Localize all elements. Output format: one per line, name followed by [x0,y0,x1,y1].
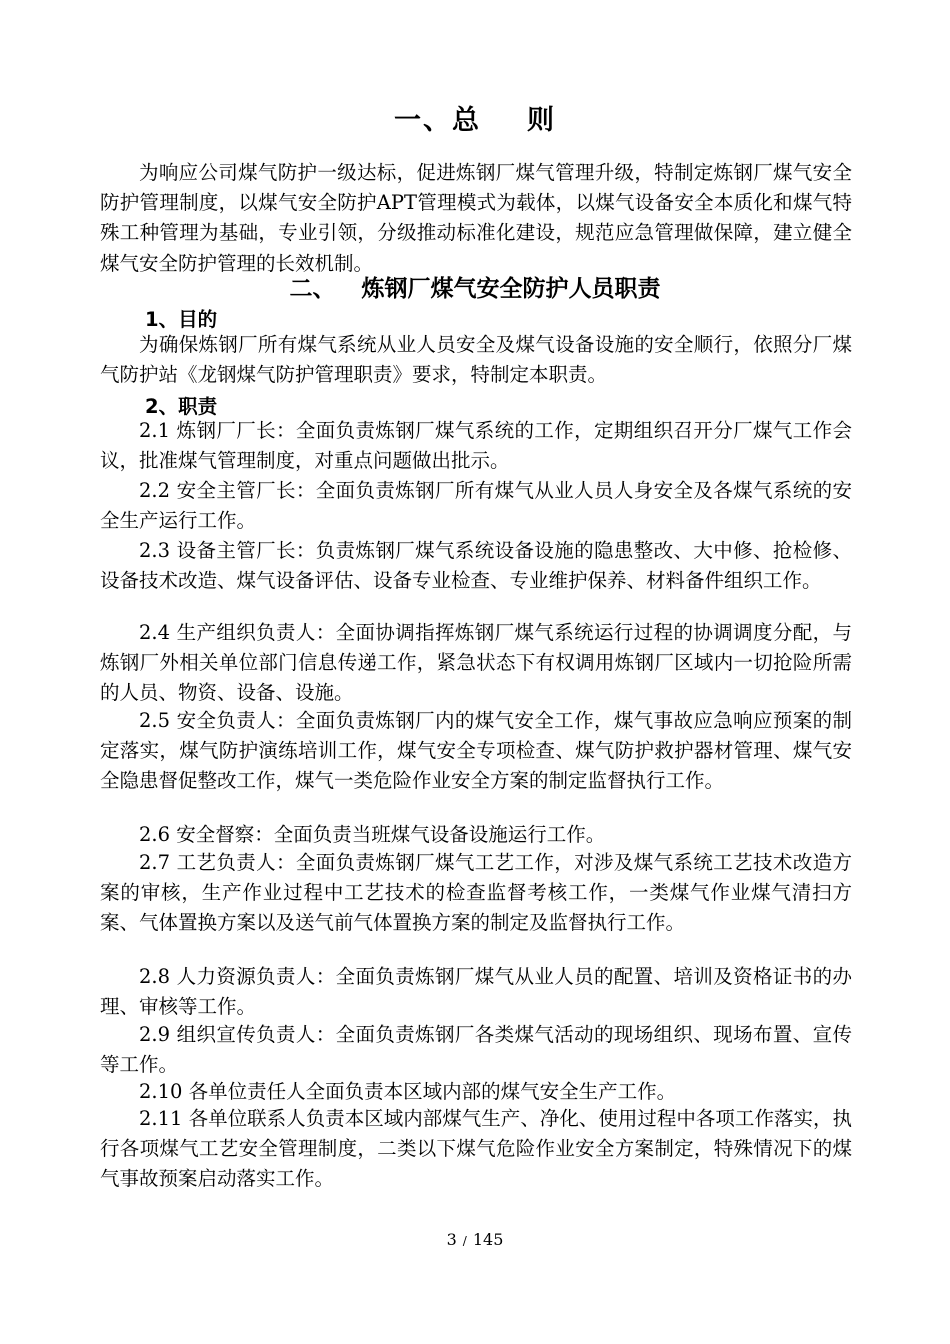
duty-item-2-7: 2.7 工艺负责人：全面负责炼钢厂煤气工艺工作，对涉及煤气系统工艺技术改造方案的审核，生产作业过程中工艺技术的检查监督考核工作，一类煤气作业煤气清扫方案、气体置换方案以及送气前气体置换方案的制定及监督执行工作。 [100,851,852,935]
section-2-title: 炼钢厂煤气安全防护人员职责 [361,276,661,302]
section-2-heading [0,270,950,303]
duty-item-2-1: 2.1 炼钢厂厂长：全面负责炼钢厂煤气系统的工作，定期组织召开分厂煤气工作会议，批准煤气管理制度，对重点问题做出批示。 [100,419,852,473]
current-page: 3 [446,1230,457,1249]
page-number [0,1230,950,1249]
total-pages: 145 [472,1230,504,1249]
purpose-paragraph: 为确保炼钢厂所有煤气系统从业人员安全及煤气设备设施的安全顺行，依照分厂煤气防护站《龙钢煤气防护管理职责》要求，特制定本职责。 [100,333,852,387]
duty-item-2-6: 2.6 安全督察：全面负责当班煤气设备设施运行工作。 [139,823,606,846]
section-1-heading-part1: 一、总 [394,105,481,136]
duty-item-2-11: 2.11 各单位联系人负责本区域内部煤气生产、净化、使用过程中各项工作落实，执行各项煤气工艺安全管理制度，二类以下煤气危险作业安全方案制定，特殊情况下的煤气事故预案启动落实工作。 [100,1107,852,1191]
duty-item-2-9: 2.9 组织宣传负责人：全面负责炼钢厂各类煤气活动的现场组织、现场布置、宣传等工作。 [100,1023,852,1077]
duty-item-2-2: 2.2 安全主管厂长：全面负责炼钢厂所有煤气从业人员人身安全及各煤气系统的安全生产运行工作。 [100,479,852,533]
duty-item-2-5: 2.5 安全负责人：全面负责炼钢厂内的煤气安全工作，煤气事故应急响应预案的制定落实，煤气防护演练培训工作，煤气安全专项检查、煤气防护救护器材管理、煤气安全隐患督促整改工作，煤气一类危险作业安全方案的制定监督执行工作。 [100,709,852,793]
section-1-heading [0,98,950,137]
section-1-paragraph: 为响应公司煤气防护一级达标，促进炼钢厂煤气管理升级，特制定炼钢厂煤气安全防护管理制度，以煤气安全防护APT管理模式为载体，以煤气设备安全本质化和煤气特殊工种管理为基础，专业引领，分级推动标准化建设，规范应急管理做保障，建立健全煤气安全防护管理的长效机制。 [100,161,852,275]
duty-item-2-10: 2.10 各单位责任人全面负责本区域内部的煤气安全生产工作。 [139,1080,677,1103]
duty-item-2-4: 2.4 生产组织负责人：全面协调指挥炼钢厂煤气系统运行过程的协调调度分配，与炼钢厂外相关单位部门信息传递工作，紧急状态下有权调用炼钢厂区域内一切抢险所需的人员、物资、设备、设施。 [100,621,852,705]
section-1-heading-part2: 则 [527,105,556,136]
duties-heading: 2、职责 [145,395,218,418]
purpose-heading: 1、目的 [145,308,218,331]
duty-item-2-8: 2.8 人力资源负责人：全面负责炼钢厂煤气从业人员的配置、培训及资格证书的办理、审核等工作。 [100,965,852,1019]
duty-item-2-3: 2.3 设备主管厂长：负责炼钢厂煤气系统设备设施的隐患整改、大中修、抢检修、设备技术改造、煤气设备评估、设备专业检查、专业维护保养、材料备件组织工作。 [100,539,852,593]
page-separator: / [462,1234,467,1248]
section-2-number: 二、 [289,276,336,302]
